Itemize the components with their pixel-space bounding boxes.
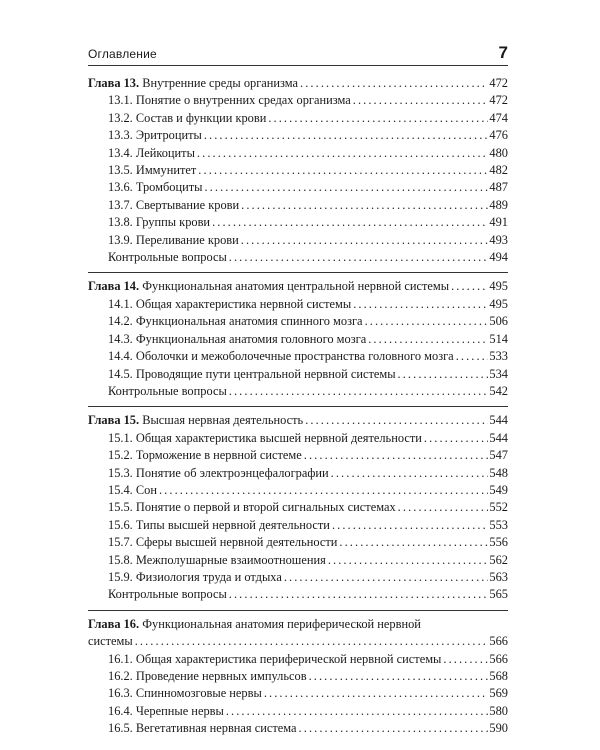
dot-leader	[304, 447, 489, 464]
dot-leader	[331, 465, 489, 482]
entry-title: 14.5. Проводящие пути центральной нервной системы	[108, 366, 396, 381]
dot-leader	[353, 92, 489, 109]
entry-title: 16.3. Спинномозговые нервы	[108, 686, 262, 701]
entry-page: 534	[489, 366, 508, 381]
dot-leader	[424, 430, 489, 447]
toc-entry[interactable]	[88, 348, 508, 365]
entry-title: 16.1. Общая характеристика периферической нервной системы	[108, 651, 442, 666]
toc-entry[interactable]	[88, 430, 508, 447]
dot-leader	[241, 197, 488, 214]
entry-page: 565	[489, 587, 508, 602]
entry-title: 15.4. Сон	[108, 482, 157, 497]
chapter-title: Функциональная анатомия центральной нервной системы	[142, 279, 450, 294]
toc-entry-review-questions[interactable]	[88, 383, 508, 400]
entry-page: 476	[489, 128, 508, 143]
chapter-16	[88, 610, 508, 744]
entry-title: 14.4. Оболочки и межоболочечные пространства головного мозга	[108, 349, 454, 364]
chapter-heading-line2[interactable]	[88, 633, 508, 650]
chapter-title-line2: системы	[88, 634, 133, 649]
entry-page: 549	[489, 482, 508, 497]
entry-title: 13.8. Группы крови	[108, 215, 211, 230]
entry-title: 15.3. Понятие об электроэнцефалографии	[108, 465, 329, 480]
entry-page: 480	[489, 145, 508, 160]
running-header	[88, 38, 508, 64]
entry-page: 556	[489, 535, 508, 550]
toc-entry[interactable]	[88, 162, 508, 179]
entry-title: 14.3. Функциональная анатомия головного мозга	[108, 331, 367, 346]
chapter-page: 544	[489, 413, 508, 428]
toc-entry[interactable]	[88, 552, 508, 569]
toc-entry[interactable]	[88, 447, 508, 464]
chapter-page: 472	[489, 76, 508, 90]
entry-title: 13.2. Состав и функции крови	[108, 110, 267, 125]
entry-title: 13.3. Эритроциты	[108, 128, 202, 143]
toc-entry-review-questions[interactable]	[88, 586, 508, 603]
entry-title: 13.7. Свертывание крови	[108, 197, 240, 212]
toc-entry[interactable]	[88, 127, 508, 144]
entry-page: 547	[489, 448, 508, 463]
toc-entry[interactable]	[88, 720, 508, 737]
toc-entry-review-questions[interactable]	[88, 249, 508, 266]
toc-entry[interactable]	[88, 313, 508, 330]
toc-entry[interactable]	[88, 366, 508, 383]
entry-page: 544	[489, 430, 508, 445]
dot-leader	[398, 499, 489, 516]
entry-title: 15.7. Сферы высшей нервной деятельности	[108, 535, 338, 550]
toc-entry[interactable]	[88, 517, 508, 534]
entry-page: 590	[489, 721, 508, 736]
dot-leader	[198, 162, 488, 179]
dot-leader	[197, 145, 488, 162]
toc-entry[interactable]	[88, 569, 508, 586]
chapter-heading[interactable]	[88, 75, 508, 92]
entry-page: 563	[489, 569, 508, 584]
dot-leader	[328, 552, 489, 569]
toc-entry[interactable]	[88, 145, 508, 162]
entry-page: 491	[489, 215, 508, 230]
chapter-heading-line1[interactable]	[88, 616, 508, 633]
entry-title: 15.6. Типы высшей нервной деятельности	[108, 517, 330, 532]
entry-page: 542	[489, 383, 508, 398]
entry-title: 15.8. Межполушарные взаимоотношения	[108, 552, 326, 567]
dot-leader	[284, 569, 489, 586]
toc-entry[interactable]	[88, 179, 508, 196]
dot-leader	[299, 720, 489, 737]
toc-entry[interactable]	[88, 685, 508, 702]
entry-title: 16.5. Вегетативная нервная система	[108, 721, 297, 736]
toc-entry[interactable]	[88, 214, 508, 231]
entry-title: 13.6. Тромбоциты	[108, 180, 203, 195]
chapter-label: Глава 13.	[88, 76, 140, 90]
dot-leader	[353, 296, 488, 313]
dot-leader	[443, 651, 488, 668]
chapter-label: Глава 14.	[88, 279, 140, 294]
toc-entry[interactable]	[88, 197, 508, 214]
dot-leader	[398, 366, 489, 383]
entry-title: 14.2. Функциональная анатомия спинного мозга	[108, 314, 363, 329]
entry-page: 474	[489, 110, 508, 125]
dot-leader	[339, 534, 488, 551]
chapter-page: 566	[489, 634, 508, 649]
entry-page: 472	[489, 93, 508, 108]
chapter-title: Внутренние среды организма	[142, 76, 299, 90]
entry-page: 514	[489, 331, 508, 346]
table-of-contents	[88, 73, 508, 744]
dot-leader	[229, 249, 489, 266]
entry-page: 489	[489, 197, 508, 212]
toc-entry[interactable]	[88, 482, 508, 499]
chapter-15	[88, 406, 508, 609]
entry-page: 553	[489, 517, 508, 532]
header-rule	[88, 65, 508, 66]
dot-leader	[226, 703, 489, 720]
toc-entry[interactable]	[88, 465, 508, 482]
dot-leader	[264, 685, 489, 702]
entry-title: 16.4. Черепные нервы	[108, 703, 224, 718]
toc-entry[interactable]	[88, 296, 508, 313]
dot-leader	[300, 75, 488, 92]
dot-leader	[159, 482, 488, 499]
toc-entry[interactable]	[88, 534, 508, 551]
entry-title: 14.1. Общая характеристика нервной системы	[108, 296, 352, 311]
toc-entry[interactable]	[88, 110, 508, 127]
chapter-title-line1: Функциональная анатомия периферической нервной	[142, 616, 421, 631]
entry-title: 13.5. Иммунитет	[108, 163, 197, 178]
dot-leader	[241, 232, 489, 249]
entry-title: 15.9. Физиология труда и отдыха	[108, 569, 282, 584]
entry-title: 16.2. Проведение нервных импульсов	[108, 669, 307, 683]
entry-page: 482	[489, 163, 508, 178]
entry-page: 548	[489, 465, 508, 480]
running-title: Оглавление	[88, 47, 157, 61]
entry-page: 533	[489, 349, 508, 364]
entry-page: 580	[489, 703, 508, 718]
entry-title: 15.5. Понятие о первой и второй сигнальных системах	[108, 500, 396, 515]
chapter-14	[88, 272, 508, 406]
toc-entry[interactable]	[88, 651, 508, 668]
toc-entry[interactable]	[88, 668, 508, 685]
toc-entry[interactable]	[88, 499, 508, 516]
dot-leader	[204, 179, 488, 196]
entry-title: 15.1. Общая характеристика высшей нервной деятельности	[108, 430, 422, 445]
toc-entry[interactable]	[88, 331, 508, 348]
toc-entry[interactable]	[88, 232, 508, 249]
entry-page: 506	[489, 314, 508, 329]
book-page	[88, 38, 508, 744]
page-number: 7	[498, 43, 508, 62]
dot-leader	[204, 127, 489, 144]
entry-title: Контрольные вопросы	[108, 250, 227, 265]
entry-page: 569	[489, 686, 508, 701]
dot-leader	[456, 348, 489, 365]
chapter-heading[interactable]	[88, 412, 508, 429]
entry-page: 494	[489, 250, 508, 265]
chapter-title: Высшая нервная деятельность	[142, 413, 304, 428]
entry-page: 487	[489, 180, 508, 195]
entry-title: 13.1. Понятие о внутренних средах организма	[108, 93, 351, 108]
chapter-13	[88, 73, 508, 272]
entry-page: 552	[489, 500, 508, 515]
dot-leader	[212, 214, 488, 231]
entry-page: 568	[489, 669, 508, 683]
dot-leader	[451, 278, 488, 295]
dot-leader	[332, 517, 488, 534]
dot-leader	[268, 110, 488, 127]
chapter-label: Глава 16.	[88, 616, 140, 631]
dot-leader	[229, 383, 489, 400]
toc-entry[interactable]	[88, 92, 508, 109]
dot-leader	[365, 313, 489, 330]
dot-leader	[229, 586, 489, 603]
entry-title: Контрольные вопросы	[108, 383, 227, 398]
chapter-heading[interactable]	[88, 278, 508, 295]
entry-title: 15.2. Торможение в нервной системе	[108, 448, 302, 463]
dot-leader	[368, 331, 488, 348]
dot-leader	[135, 633, 489, 650]
chapter-page: 495	[489, 279, 508, 294]
entry-title: 13.4. Лейкоциты	[108, 145, 195, 160]
entry-title: 13.9. Переливание крови	[108, 232, 239, 247]
entry-page: 495	[489, 296, 508, 311]
toc-entry[interactable]	[88, 703, 508, 720]
dot-leader	[309, 668, 489, 685]
entry-title: Контрольные вопросы	[108, 587, 227, 602]
entry-page: 493	[489, 232, 508, 247]
entry-page: 566	[489, 651, 508, 666]
entry-page: 562	[489, 552, 508, 567]
dot-leader	[305, 412, 488, 429]
chapter-label: Глава 15.	[88, 413, 140, 428]
